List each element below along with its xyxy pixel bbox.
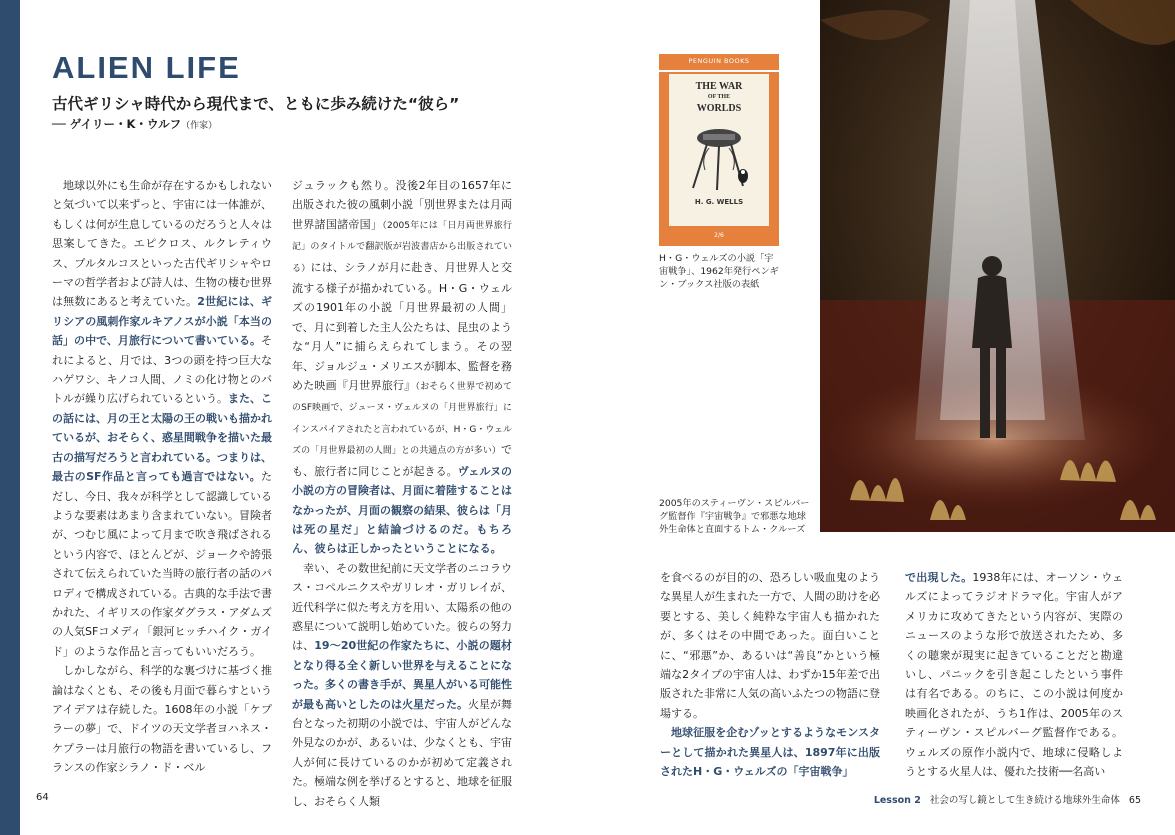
highlight-text: 2世紀には、ギリシアの風刺作家ルキアノスが小説「本当の話」の中で、月旅行について書いている。: [52, 295, 273, 348]
text-run: ジュラックも然り。没後2年目の1657年に出版された彼の風刺小説「別世界または月両世界諸国諸帝国」: [292, 179, 512, 231]
lesson-label: Lesson 2: [873, 795, 921, 806]
byline-note: （作家）: [181, 121, 218, 131]
book-title: [669, 81, 769, 114]
photo-caption: 2005年のスティーヴン・スピルバーグ監督作『宇宙戦争』で邪悪な地球外生命体と直面するトム・クルーズ: [659, 498, 810, 535]
book-cover-image: [659, 54, 779, 246]
paragraph: [905, 568, 1123, 781]
text-run: でも、旅行者に同じことが起きる。: [292, 443, 512, 478]
text-run: それによると、月では、3つの頭を持つ巨大なハゲワシ、キノコ人間、ノミの化け物とのバトルが繰り広げられているという。: [52, 334, 272, 406]
highlight-text: また、この話には、月の王と太陽の王の戦いも描かれているが、おそらく、惑星間戦争を描いた最古の描写だろうと言われている。つまりは、最古のSF作品と言っても過言ではない。: [52, 392, 272, 484]
text-run: 1938年には、オーソン・ウェルズによってラジオドラマ化。宇宙人がアメリカに攻めてきたという内容が、実際のニュースのような形で放送されたため、多くの聴衆が現実に起きていることだと勘違いし、パニックを引き起こしたという事件は有名である。のちに、この小説は何度か映画化されたが、うち1作は、2005年のスティーヴン・スピルバーグ監督作である。ウェルズの原作小説内で、地球に侵略しようとする火星人は、優れた技術──名高い: [905, 571, 1123, 779]
book-title-line: OF THE: [707, 94, 731, 100]
running-footer: [874, 792, 1141, 806]
highlight-text: で出現した。: [905, 571, 973, 584]
text-run: 幸い、その数世紀前に天文学者のニコラウス・コペルニクスやガリレオ・ガリレイが、近代科学に似た考え方を用い、太陽系の他の惑星について説明し始めていた。彼らの努力は、: [292, 561, 512, 653]
byline-author: ── ゲイリー・K・ウルフ: [52, 117, 182, 131]
paragraph: [292, 176, 512, 559]
text-run: ただし、今日、我々が科学として認識しているような要素はあまり含まれていない。冒険者が、つむじ風によって月まで吹き飛ばされるという内容で、ほとんどが、ジョークや誇張されて伝えられていた当時の旅行者の話のパロディで構成されている。古典的な手法で書かれた、イギリスの作家ダグラス・アダムズの人気SFコメディ「銀河ヒッチハイク・ガイド」のような作品と言ってもいいだろう。: [52, 470, 272, 658]
book-author: H. G. WELLS: [694, 198, 744, 206]
tripod-illustration: [683, 122, 755, 194]
paragraph: しかしながら、科学的な裏づけに基づく推論はなくとも、その後も月面で暮らすというアイデアは存続した。1608年の小説「ケプラーの夢」で、ドイツの天文学者ヨハネス・ケプラーは月旅行の物語を書いているし、フランスの作家シラノ・ド・ベル: [52, 664, 272, 775]
book-title-line: WORLDS: [696, 103, 742, 114]
text-run: 火星が舞台となった初期の小説では、宇宙人がどんな外見なのかが、あるいは、少なくとも、宇宙人が何に長けているのかが初めて定義された。極端な例を挙げるとすると、地球を征服し、おそらく人類: [292, 697, 512, 808]
paragraph: [52, 176, 272, 661]
paragraph: を食べるのが目的の、恐ろしい吸血鬼のような異星人が生まれた一方で、人間の助けを必要とする、美しく純粋な宇宙人も描かれたが、多くはその中間であった。面白いことに、“邪悪”か、あるいは“善良”かという極端な2タイプの宇宙人は、わずか15年差で出版された非常に人気の高いふたつの物語に登場する。: [660, 571, 880, 720]
byline: [52, 116, 217, 132]
text-run: には、シラノが月に赴き、月世界人と交流する様子が描かれている。H・G・ウェルズの1901年の小説「月世界最初の人間」で、月に到着した主人公たちは、昆虫のような“月人”に捕らえられてしまう。その翌年、ジョルジュ・メリエスが脚本、監督を務めた映画『月世界旅行』: [292, 260, 512, 393]
page-number-right: 65: [1128, 795, 1141, 806]
body-column-2: [292, 176, 512, 811]
film-still-photo: [820, 0, 1175, 532]
highlight-text: 19〜20世紀の作家たちに、小説の題材となり得る全く新しい世界を与えることになった。多くの書き手が、異星人がいる可能性が最も高いとしたのは火星だった。: [292, 639, 512, 711]
book-title-line: THE WAR: [695, 81, 743, 92]
note-text: （おそらく世界で初めてのSF映画で、ジューヌ・ヴェルヌの「月世界旅行」にインスパイアされたと言われているが、H・G・ウェルズの「月世界最初の人間」との共通点の方が多い）: [292, 382, 512, 457]
text-run: 地球以外にも生命が存在するかもしれないと気づいて以来ずっと、宇宙には一体誰が、もしくは何が生息しているのだろうと人々は思案してきた。エピクロス、ルクレティウス、プルタルコスといった古代ギリシャやローマの哲学者および詩人は、生物の棲む世界は無数にあると考えていた。: [52, 179, 272, 309]
article-subtitle: 古代ギリシャ時代から現代まで、ともに歩み続けた“彼ら”: [52, 95, 460, 113]
book-caption: H・G・ウェルズの小説「宇宙戦争」、1962年発行ペンギン・ブックス社版の表紙: [659, 253, 779, 290]
body-column-1: [52, 176, 272, 778]
page-number-left: 64: [36, 792, 49, 803]
highlight-text: ヴェルヌの小説の方の冒険者は、月面に着陸することはなかったが、月面の観察の結果、彼らは「月は死の星だ」と結論づけるのだ。もちろん、彼らは正しかったということになる。: [292, 464, 513, 556]
body-column-4: [905, 568, 1123, 781]
note-text: （2005年には「日月両世界旅行記」のタイトルで翻訳版が岩波書店から出版されている）: [292, 220, 513, 274]
book-cover-panel: [669, 74, 769, 226]
book-publisher: PENGUIN BOOKS: [688, 57, 750, 65]
paragraph: 地球征服を企むゾッとするようなモンスターとして描かれた異星人は、1897年に出版されたH・G・ウェルズの「宇宙戦争」: [660, 726, 880, 779]
page-edge-bar: [0, 0, 20, 835]
body-column-3: [660, 568, 880, 781]
article-title: ALIEN LIFE: [52, 50, 241, 85]
book-price: 2/6: [714, 232, 724, 239]
paragraph: [292, 559, 512, 811]
section-title: 社会の写し鏡として生き続ける地球外生命体: [929, 795, 1120, 806]
